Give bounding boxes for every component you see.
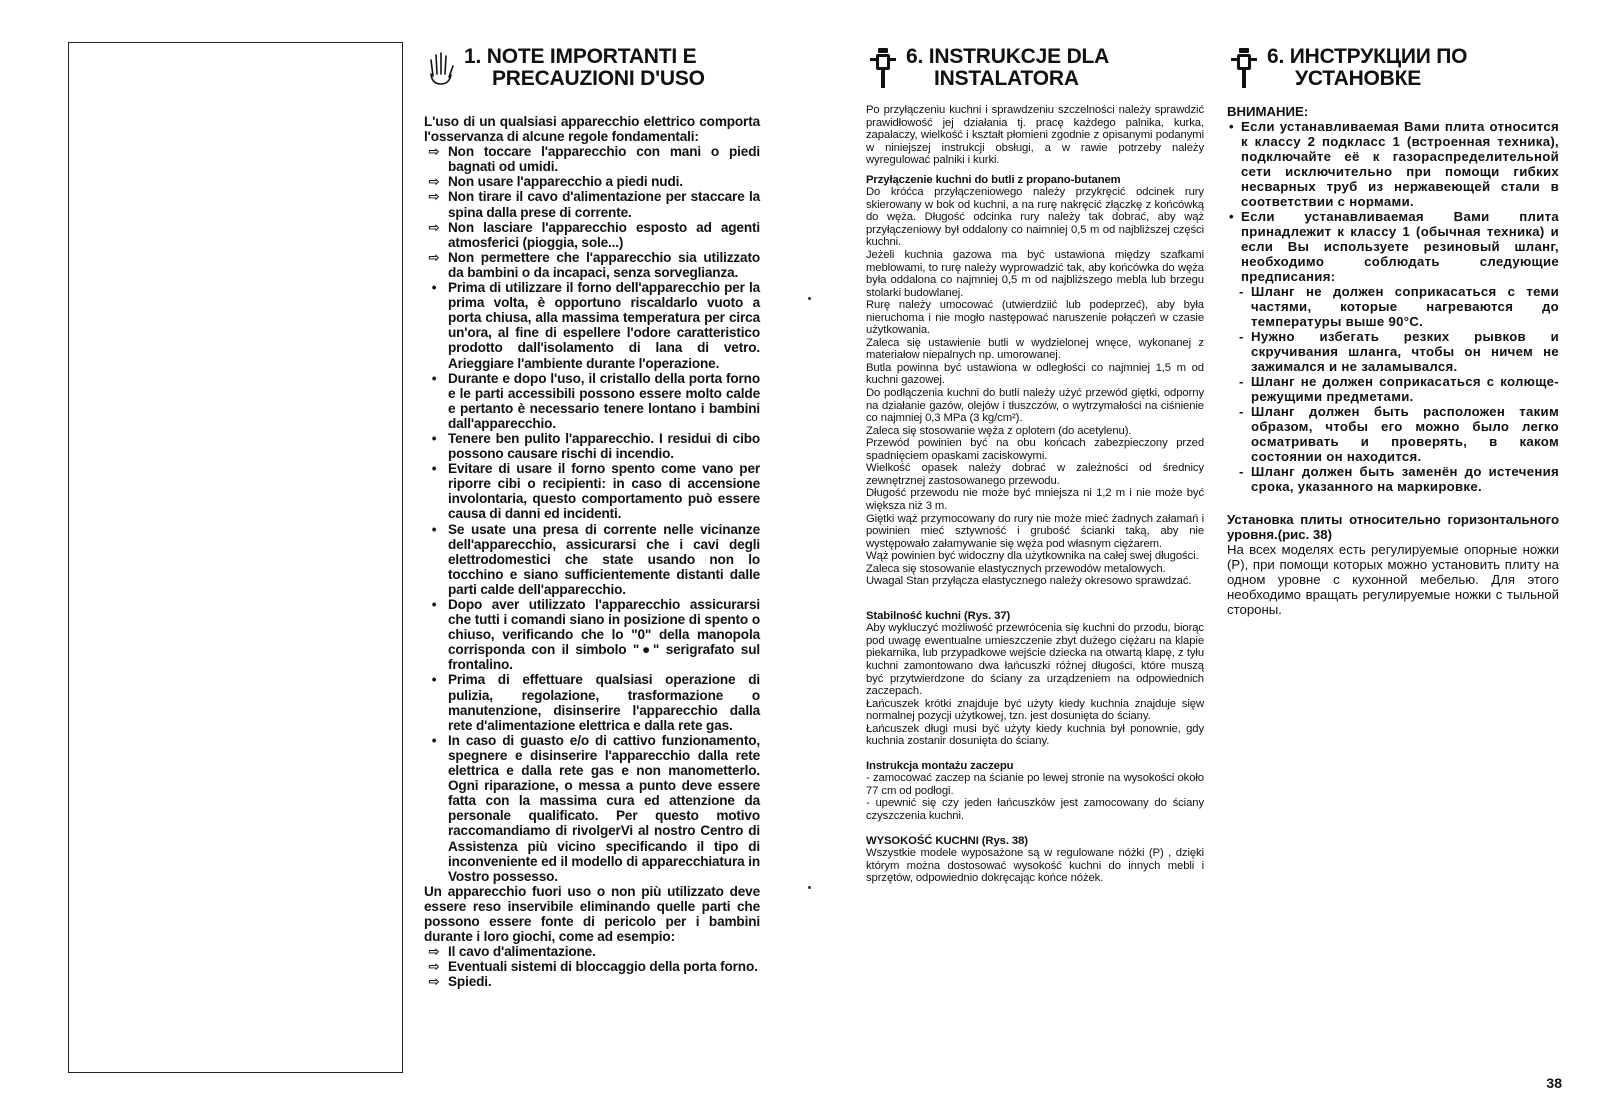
- polish-title: [906, 46, 1109, 90]
- list-item: • Если устанавливаемая Вами плита принадлежит к классу 1 (обычная техника) и если Вы используете резиновый шланг, необходимо соблюдать следующие предписания:: [1229, 209, 1559, 284]
- paragraph: Łańcuszek długi musi być użyty kiedy kuchnia był ponownie, gdy kuchnia zostanir dosunięta do ściany.: [866, 722, 1204, 748]
- paragraph: Jeżeli kuchnia gazowa ma być ustawiona między szafkami meblowami, to rurę należy wyprowadzić tak, aby końcówka do węża była oddalona co najmniej 0,5 m od najbliższego mebla lub brzegu stolarki budowlanej.: [866, 249, 1204, 299]
- list-item: ⇨ Non toccare l'apparecchio con mani o piedi bagnati od umidi.: [428, 144, 760, 175]
- scan-dot: [808, 297, 811, 300]
- italian-intro: L'uso di un qualsiasi apparecchio elettrico comporta l'osservanza di alcune regole fondamentali:: [424, 114, 760, 145]
- paragraph: - zamocować zaczep na ścianie po lewej stronie na wysokości około 77 cm od podłogi.: [866, 772, 1204, 797]
- italian-list: [424, 144, 760, 884]
- paragraph: Rurę należy umocować (utwierdziić lub podeprzeć), aby była nieruchoma i nie mogło następować naruszenie połączeń w czasie użytkowania.: [866, 299, 1204, 337]
- russian-body: [1227, 104, 1559, 617]
- list-item: - Шланг не должен соприкасаться с теми частями, которые нагреваются до температуры выше 90°С.: [1239, 284, 1559, 329]
- paragraph: Wszystkie modele wyposażone są w regulowane nóżki (P) , dzięki którym można dostosować wysokość kuchni do innych mebli i sprzętów, odpowiednio dokręcając końce nóżek.: [866, 847, 1204, 885]
- russian-list: [1227, 119, 1559, 284]
- hand-icon: [424, 46, 458, 90]
- list-item: • Evitare di usare il forno spento come vano per riporre cibi o recipienti: in caso di accensione involontaria, questo comportamento può essere causa di danni ed incidenti.: [431, 461, 760, 522]
- italian-title: [464, 46, 705, 90]
- list-item: - Нужно избегать резких рывков и скручивания шланга, чтобы он ничем не зажимался и не заламывался.: [1239, 329, 1559, 374]
- paragraph: Wielkość opasek należy dobrać w zależności od średnicy zewnętrznej zastosowanego przewodu.: [866, 462, 1204, 487]
- russian-sub-list: [1227, 284, 1559, 494]
- list-item: • Prima di utilizzare il forno dell'apparecchio per la prima volta, è opportuno riscaldarlo vuoto a porta chiusa, alla massima temperatura per circa un'ora, al fine di espellere l'odore caratteristico prodotto dall'isolamento di lana di vetro. Arieggiare l'ambiente durante l'operazione.: [431, 280, 760, 371]
- paragraph: Zaleca się stosowanie węża z oplotem (do acetylenu).: [866, 424, 1132, 437]
- scan-dot: [808, 886, 811, 889]
- paragraph: Długość przewodu nie może być mniejsza ni 1,2 m i nie może być większa niż 3 m.: [866, 487, 1204, 512]
- polish-header: [866, 46, 1204, 90]
- list-item: ⇨ Spiedi.: [428, 974, 492, 990]
- russian-header: [1227, 46, 1559, 90]
- russian-title-line1: 6. ИНСТРУКЦИИ ПО: [1267, 45, 1468, 68]
- page-number: 38: [1546, 1075, 1562, 1091]
- paragraph: - upewnić się czy jeden łańcuszków jest zamocowany do ściany czyszczenia kuchni.: [866, 797, 1204, 822]
- italian-body: [424, 114, 760, 989]
- list-item: • Tenere ben pulito l'apparecchio. I residui di cibo possono causare rischi di incendio.: [431, 430, 760, 462]
- list-item: • Dopo aver utilizzato l'apparecchio assicurarsi che tutti i comandi siano in posizione di spento o chiuso, verificando che lo "0" della manopola corrisponda con il simbolo "●" serigrafato sul frontalino.: [431, 597, 760, 673]
- polish-body: [866, 104, 1204, 885]
- list-item: ⇨ Eventuali sistemi di bloccaggio della porta forno.: [428, 959, 758, 975]
- italian-title-line1: 1. NOTE IMPORTANTI E: [464, 45, 697, 68]
- warning-label: ВНИМАНИЕ:: [1227, 104, 1309, 119]
- paragraph: Butla powinna być ustawiona w odległości co najmniej 1,5 m od kuchni gazowej.: [866, 361, 1204, 387]
- list-item: • Se usate una presa di corrente nelle vicinanze dell'apparecchio, assicurarsi che i cavi degli elettrodomestici che state usando non lo tocchino e siano sufficientemente distanti dalle parti calde dell'apparecchio.: [431, 521, 760, 597]
- paragraph: Łańcuszek krótki znajduje być użyty kiedy kuchnia znajduje sięw normalnej pozycji użytkowej, tzn. jest dosunięta do ściany.: [866, 697, 1204, 723]
- section-heading: Przyłączenie kuchni do butli z propano-butanem: [866, 173, 1121, 186]
- paragraph: На всех моделях есть регулируемые опорные ножки (Р), при помощи которых можно установить плиту на одном уровне с кухонной мебелью. Для этого необходимо вращать регулируемые ножки с тыльной стороны.: [1227, 542, 1559, 617]
- paragraph: Przewód powinien być na obu końcach zabezpieczony przed spadnięciem opaskami zaciskowymi.: [866, 437, 1204, 462]
- list-item: • In caso di guasto e/o di cattivo funzionamento, spegnere e disinserire l'apparecchio dalla rete elettrica e dalla rete gas e non manometterlo. Ogni riparazione, o messa a punto deve essere fatta con la massima cura ed attenzione da personale qualificato. Per questo motivo raccomandiamo di rivolgerVi al nostro Centro di Assistenza più vicino specificando il tipo di inconveniente ed il modello di apparecchiatura in Vostro possesso.: [431, 732, 760, 884]
- wrench-screwdriver-icon: [866, 46, 900, 90]
- list-item: - Шланг не должен соприкасаться с колюще-режущими предметами.: [1239, 374, 1559, 404]
- russian-column: [1227, 46, 1559, 617]
- list-item: • Если устанавливаемая Вами плита относится к классу 2 подкласс 1 (встроенная техника), подключайте её к газораспределительной сети исключительно при помощи гибких несварных труб из нержавеющей стали в соответствии с нормами.: [1229, 119, 1559, 209]
- polish-title-line2: INSTALATORA: [934, 67, 1079, 90]
- section-heading: WYSOKOŚĆ KUCHNI (Rys. 38): [866, 834, 1028, 847]
- list-item: - Шланг должен быть заменён до истечения срока, указанного на маркировке.: [1239, 464, 1559, 494]
- paragraph: Do podłączenia kuchni do butli należy użyć przewód giętki, odporny na działanie gazów, olejów i tłuszczów, o wytrzymałości na ciśnienie co najmniej 0,3 MPa (3 kg/cm²).: [866, 387, 1204, 425]
- list-item: • Durante e dopo l'uso, il cristallo della porta forno e le parti accessibili possono essere molto calde e pertanto è necessario tenere lontano i bambini dall'apparecchio.: [431, 370, 760, 431]
- wrench-screwdriver-icon: [1227, 46, 1261, 90]
- section-heading: Instrukcja montażu zaczepu: [866, 759, 1014, 772]
- polish-column: [866, 46, 1204, 885]
- polish-intro: Po przyłączeniu kuchni i sprawdzeniu szczelności należy sprawdzić prawidłowość jej działania tj. pracę każdego palnika, kurka, zapalaczy, wielkość i kształt płomieni zgodnie z opisanymi podanymi w niniejszej instrukcji obsługi, a w rawie potrzeby należy wyregulować palniki i kurki.: [866, 104, 1204, 167]
- russian-title-line2: УСТАНОВКЕ: [1295, 67, 1422, 90]
- paragraph: Aby wykluczyć możliwość przewrócenia się kuchni do przodu, biorąc pod uwagę ewentualne umieszczenie zbyt dużego ciężaru na klapie piekarnika, lub przypadkowe wejście dziecka na otwartą klapę, z tyłu kuchni zamontowano dwa łańcuszki różnej długości, które muszą być przytwierdzone do ściany za urządzeniem na odpowiednich zaczepach.: [866, 622, 1204, 698]
- list-item: ⇨ Non usare l'apparecchio a piedi nudi.: [428, 174, 683, 190]
- paragraph: Zaleca się stosowanie elastycznych przewodów metalowych.: [866, 562, 1166, 575]
- paragraph: Uwagal Stan przyłącza elastycznego należy okresowo sprawdzać.: [866, 575, 1192, 588]
- italian-column: [424, 46, 760, 989]
- section-heading: Stabilność kuchni (Rys. 37): [866, 609, 1011, 622]
- list-item: - Шланг должен быть расположен таким образом, чтобы его можно было легко осматривать и проверять, в каком состоянии он находится.: [1239, 404, 1559, 464]
- paragraph: Wąż powinien być widoczny dla użytkownika na całej swej długości.: [866, 550, 1199, 563]
- list-item: • Prima di effettuare qualsiasi operazione di pulizia, regolazione, trasformazione o manutenzione, disinserire l'apparecchio dalla rete d'alimentazione elettrica e dalla rete gas.: [431, 672, 760, 733]
- list-item: ⇨ Non lasciare l'apparecchio esposto ad agenti atmosferici (pioggia, sole...): [428, 219, 760, 250]
- paragraph: Do króćca przyłączeniowego należy przykręcić odcinek rury skierowany w bok od kuchni, a na rurę nakręcić złączkę z końcówką do węża. Długość odcinka rury należy tak dobrać, aby wąż przyłączeniowy był oddalony co naimniej 0,5 m od najbliższej części kuchni.: [866, 186, 1204, 249]
- italian-title-line2: PRECAUZIONI D'USO: [492, 67, 705, 90]
- paragraph: Giętki wąż przymocowany do rury nie może mieć żadnych załamań i powinien mieć sztywność i grubość ścianki taką, aby nie występowało załamywanie się węża pod własnym ciężarem.: [866, 512, 1204, 550]
- list-item: ⇨ Non permettere che l'apparecchio sia utilizzato da bambini o da incapaci, senza sorveglianza.: [428, 249, 760, 280]
- list-item: ⇨ Non tirare il cavo d'alimentazione per staccare la spina dalla prese di corrente.: [428, 189, 760, 220]
- image-placeholder-frame: [68, 42, 403, 1073]
- russian-title: [1267, 46, 1467, 90]
- polish-title-line1: 6. INSTRUKCJE DLA: [906, 45, 1110, 68]
- section-heading: Установка плиты относительно горизонтального уровня.(рис. 38): [1227, 512, 1559, 542]
- paragraph: Zaleca się ustawienie butli w wydzielonej wnęce, wykonanej z materiałow niepalnych np. umorowanej.: [866, 336, 1204, 362]
- italian-header: [424, 46, 760, 90]
- list-item: ⇨ Il cavo d'alimentazione.: [428, 944, 596, 960]
- italian-closing: Un apparecchio fuori uso o non più utilizzato deve essere reso inservibile eliminando quelle parti che possono essere fonte di pericolo per i bambini durante i loro giochi, come ad esempio:: [424, 883, 760, 945]
- italian-closing-list: [424, 944, 760, 989]
